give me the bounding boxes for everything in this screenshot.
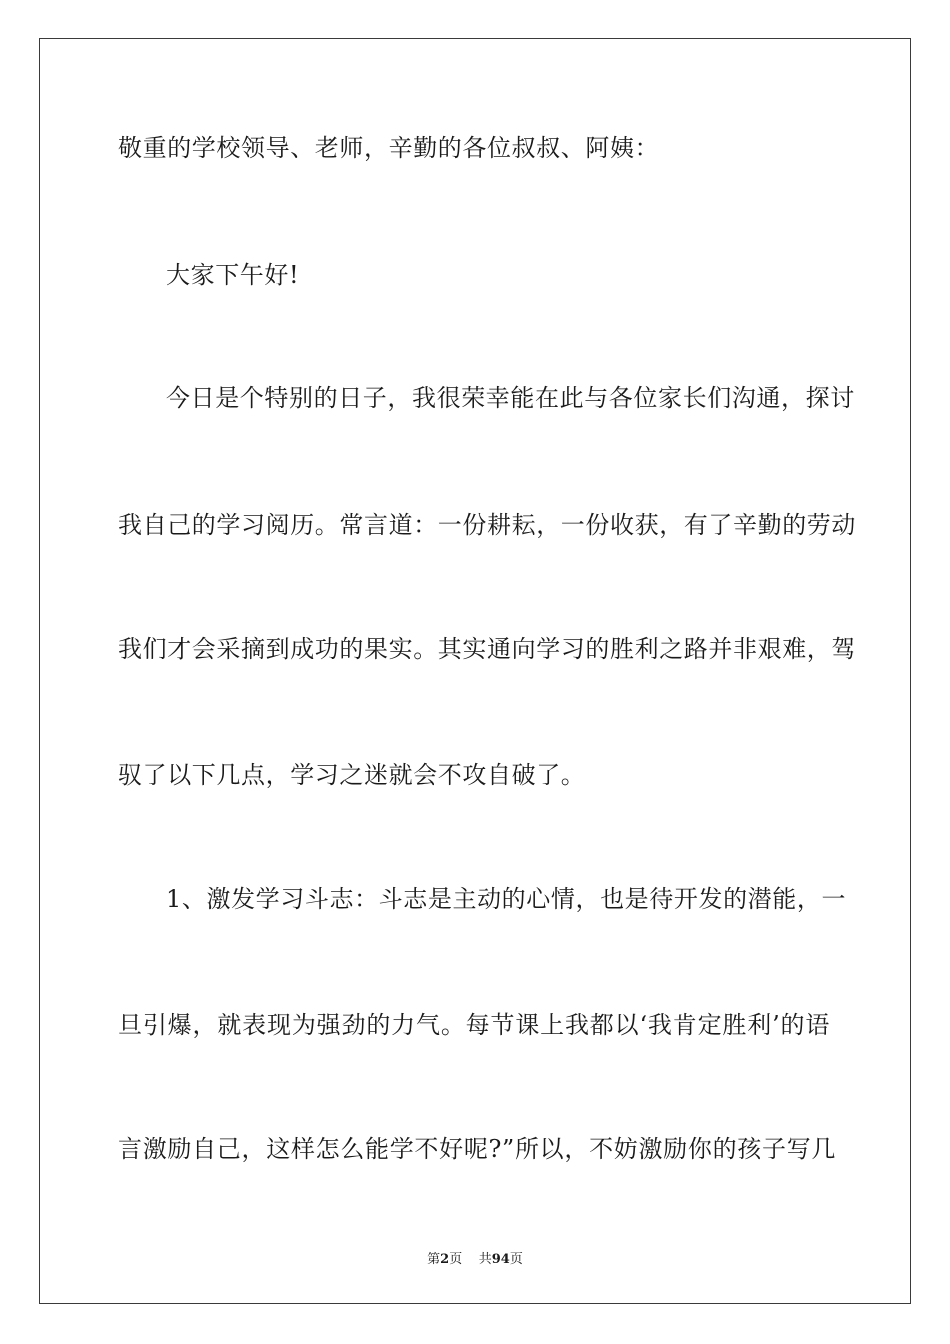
salutation-line: 敬重的学校领导、老师，辛勤的各位叔叔、阿姨： [118,134,660,162]
paragraph-line: 我们才会采摘到成功的果实。其实通向学习的胜利之路并非艰难，驾 [118,635,856,663]
page-suffix: 页 [449,1252,463,1267]
paragraph-line: 旦引爆，就表现为强劲的力气。每节课上我都以‘我肯定胜利’的语 [118,1011,830,1039]
total-pages: 94 [491,1252,510,1267]
total-suffix: 页 [509,1252,523,1267]
paragraph-line: 我自己的学习阅历。常言道：一份耕耘，一份收获，有了辛勤的劳动 [118,511,856,539]
page-frame [39,38,911,1304]
paragraph-line: 今日是个特别的日子，我很荣幸能在此与各位家长们沟通，探讨 [166,384,855,412]
paragraph-line: 言激励自己，这样怎么能学不好呢?”所以，不妨激励你的孩子写几 [118,1135,836,1163]
paragraph-line: 驭了以下几点，学习之迷就会不攻自破了。 [118,761,586,789]
total-prefix: 共 [478,1252,492,1267]
page-footer [0,1248,950,1267]
greeting-line: 大家下午好! [166,261,300,289]
paragraph-line: 1、激发学习斗志：斗志是主动的心情，也是待开发的潜能，一 [166,885,847,913]
page-number: 2 [440,1252,450,1267]
page-prefix: 第 [427,1252,441,1267]
